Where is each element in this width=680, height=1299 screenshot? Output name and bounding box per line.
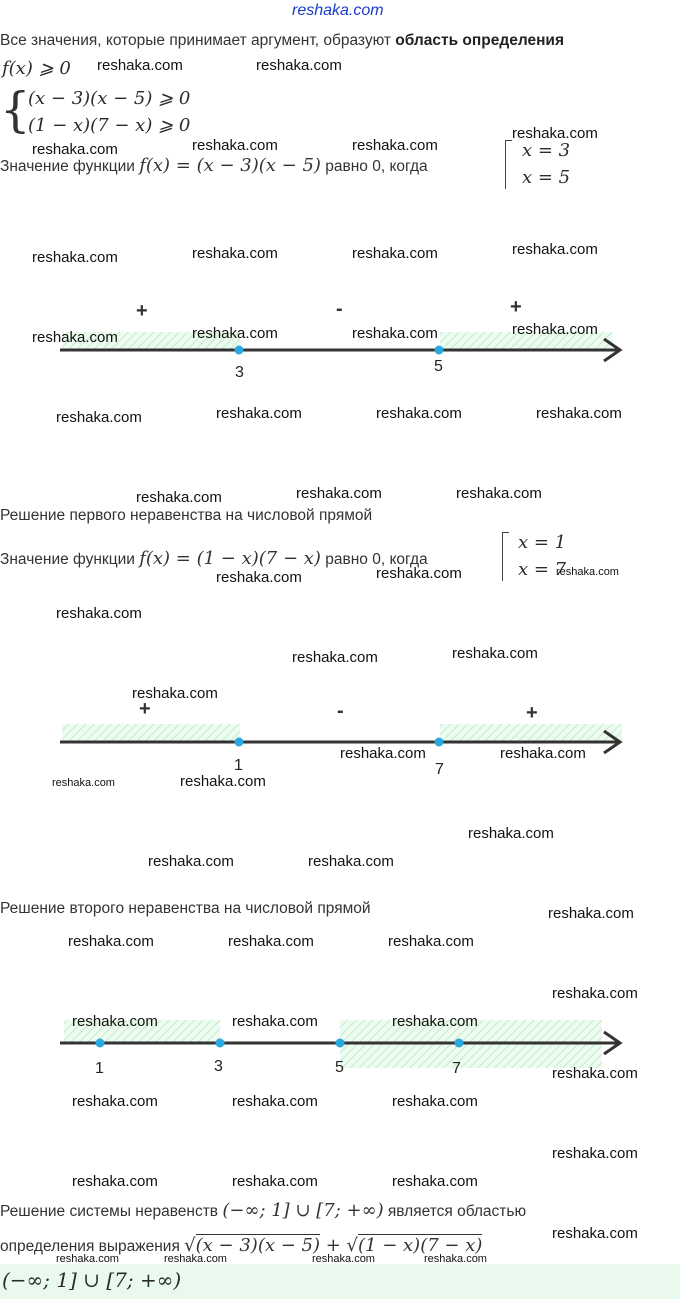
caption-2: Решение второго неравенства на числовой прямой	[0, 900, 371, 917]
zero1-text-before: Значение функции	[0, 158, 140, 175]
zero1-bracket	[505, 140, 512, 189]
watermark-text: reshaka.com	[52, 777, 115, 789]
watermark-text: reshaka.com	[552, 985, 638, 1002]
sign-plus-left-1: +	[136, 300, 148, 322]
answer-text: (−∞; 1] ∪ [7; +∞)	[2, 1268, 182, 1292]
watermark-text: reshaka.com	[216, 405, 302, 422]
watermark-text: reshaka.com	[512, 321, 598, 338]
point-1	[96, 1039, 105, 1048]
label3-3: 3	[214, 1058, 223, 1075]
watermark-text: reshaka.com	[136, 489, 222, 506]
system-line1: (x − 3)(x − 5) ⩾ 0	[28, 88, 191, 109]
solution-text1-after: является областью	[383, 1203, 527, 1220]
watermark-text: reshaka.com	[352, 245, 438, 262]
watermark-text: reshaka.com	[468, 825, 554, 842]
watermark-text: reshaka.com	[192, 245, 278, 262]
zero2-root1: x = 1	[518, 532, 567, 553]
label3-1: 1	[95, 1060, 104, 1077]
watermark-text: reshaka.com	[72, 1173, 158, 1190]
watermark-text: reshaka.com	[180, 773, 266, 790]
watermark-text: reshaka.com	[424, 1253, 487, 1265]
system-line2: (1 − x)(7 − x) ⩾ 0	[28, 115, 191, 136]
label-3: 3	[235, 364, 244, 381]
zero1-expr: f(x) = (x − 3)(x − 5)	[139, 155, 321, 176]
zero2-expr: f(x) = (1 − x)(7 − x)	[139, 548, 321, 569]
watermark-text: reshaka.com	[192, 325, 278, 342]
sign-minus-1: -	[336, 298, 343, 320]
sign-plus-left-2: +	[139, 698, 151, 720]
label-1: 1	[234, 757, 243, 774]
watermark-text: reshaka.com	[552, 1225, 638, 1242]
watermark-text: reshaka.com	[536, 405, 622, 422]
watermark-text: reshaka.com	[132, 685, 218, 702]
solution-text1-math: (−∞; 1] ∪ [7; +∞)	[222, 1200, 384, 1221]
label-7: 7	[435, 761, 444, 778]
zero2-text-before: Значение функции	[0, 551, 140, 568]
watermark-text: reshaka.com	[232, 1013, 318, 1030]
caption-1: Решение первого неравенства на числовой прямой	[0, 507, 373, 524]
header-site-link[interactable]: reshaka.com	[292, 2, 384, 19]
watermark-text: reshaka.com	[216, 569, 302, 586]
label3-5: 5	[335, 1059, 344, 1076]
intro-bold: область определения	[395, 32, 565, 49]
intro-plain: Все значения, которые принимает аргумент, образуют	[0, 32, 396, 49]
watermark-text: reshaka.com	[192, 137, 278, 154]
watermark-text: reshaka.com	[228, 933, 314, 950]
plus-sign: +	[320, 1235, 347, 1256]
watermark-text: reshaka.com	[56, 1253, 119, 1265]
zero1-text-after: равно 0, когда	[320, 158, 428, 175]
watermark-text: reshaka.com	[552, 1145, 638, 1162]
intro-text	[0, 32, 564, 50]
watermark-text: reshaka.com	[376, 405, 462, 422]
watermark-text: reshaka.com	[512, 241, 598, 258]
zero2-root2: x = 7	[518, 559, 567, 580]
zero1-root1: x = 3	[522, 140, 571, 161]
watermark-text: reshaka.com	[376, 565, 462, 582]
watermark-text: reshaka.com	[392, 1093, 478, 1110]
watermark-text: reshaka.com	[512, 125, 598, 142]
sqrt-2: √(1 − x)(7 − x)	[346, 1235, 483, 1256]
solution-text1-before: Решение системы неравенств	[0, 1203, 223, 1220]
watermark-text: reshaka.com	[556, 566, 619, 578]
point-7	[455, 1039, 464, 1048]
label3-7: 7	[452, 1060, 461, 1077]
point-7	[435, 738, 444, 747]
watermark-text: reshaka.com	[68, 933, 154, 950]
number-line-2	[0, 682, 680, 782]
point-3	[216, 1039, 225, 1048]
zero2-sentence	[0, 548, 428, 569]
watermark-text: reshaka.com	[392, 1013, 478, 1030]
radicand-1: (x − 3)(x − 5)	[195, 1235, 321, 1256]
solution-line-1	[0, 1200, 526, 1221]
watermark-text: reshaka.com	[232, 1173, 318, 1190]
sign-plus-right-2: +	[526, 702, 538, 724]
zero2-text-after: равно 0, когда	[320, 551, 428, 568]
zero2-bracket	[502, 532, 509, 581]
watermark-text: reshaka.com	[164, 1253, 227, 1265]
point-5	[336, 1039, 345, 1048]
watermark-text: reshaka.com	[97, 57, 183, 74]
point-1	[235, 738, 244, 747]
watermark-text: reshaka.com	[56, 409, 142, 426]
watermark-text: reshaka.com	[292, 649, 378, 666]
watermark-text: reshaka.com	[256, 57, 342, 74]
point-5	[435, 346, 444, 355]
watermark-text: reshaka.com	[340, 745, 426, 762]
radicand-2: (1 − x)(7 − x)	[358, 1235, 483, 1256]
watermark-text: reshaka.com	[392, 1173, 478, 1190]
solution-text2-before: определения выражения	[0, 1238, 185, 1255]
watermark-text: reshaka.com	[148, 853, 234, 870]
watermark-text: reshaka.com	[32, 141, 118, 158]
watermark-text: reshaka.com	[352, 137, 438, 154]
watermark-text: reshaka.com	[308, 853, 394, 870]
watermark-text: reshaka.com	[312, 1253, 375, 1265]
sign-minus-2: -	[337, 700, 344, 722]
point-3	[235, 346, 244, 355]
watermark-text: reshaka.com	[500, 745, 586, 762]
watermark-text: reshaka.com	[456, 485, 542, 502]
zero1-sentence	[0, 155, 428, 176]
watermark-text: reshaka.com	[296, 485, 382, 502]
watermark-text: reshaka.com	[352, 325, 438, 342]
watermark-text: reshaka.com	[72, 1013, 158, 1030]
zero1-root2: x = 5	[522, 167, 571, 188]
sqrt-1: √(x − 3)(x − 5)	[184, 1235, 321, 1256]
watermark-text: reshaka.com	[72, 1093, 158, 1110]
watermark-text: reshaka.com	[32, 329, 118, 346]
sign-plus-right-1: +	[510, 296, 522, 318]
label-5: 5	[434, 358, 443, 375]
watermark-text: reshaka.com	[552, 1065, 638, 1082]
watermark-text: reshaka.com	[232, 1093, 318, 1110]
watermark-text: reshaka.com	[388, 933, 474, 950]
hatch-region-left	[62, 724, 240, 742]
watermark-text: reshaka.com	[548, 905, 634, 922]
hatch-region-right	[440, 724, 622, 742]
intro-condition: f(x) ⩾ 0	[2, 58, 71, 79]
watermark-text: reshaka.com	[32, 249, 118, 266]
system-brace: {	[0, 82, 31, 138]
watermark-text: reshaka.com	[56, 605, 142, 622]
watermark-text: reshaka.com	[452, 645, 538, 662]
